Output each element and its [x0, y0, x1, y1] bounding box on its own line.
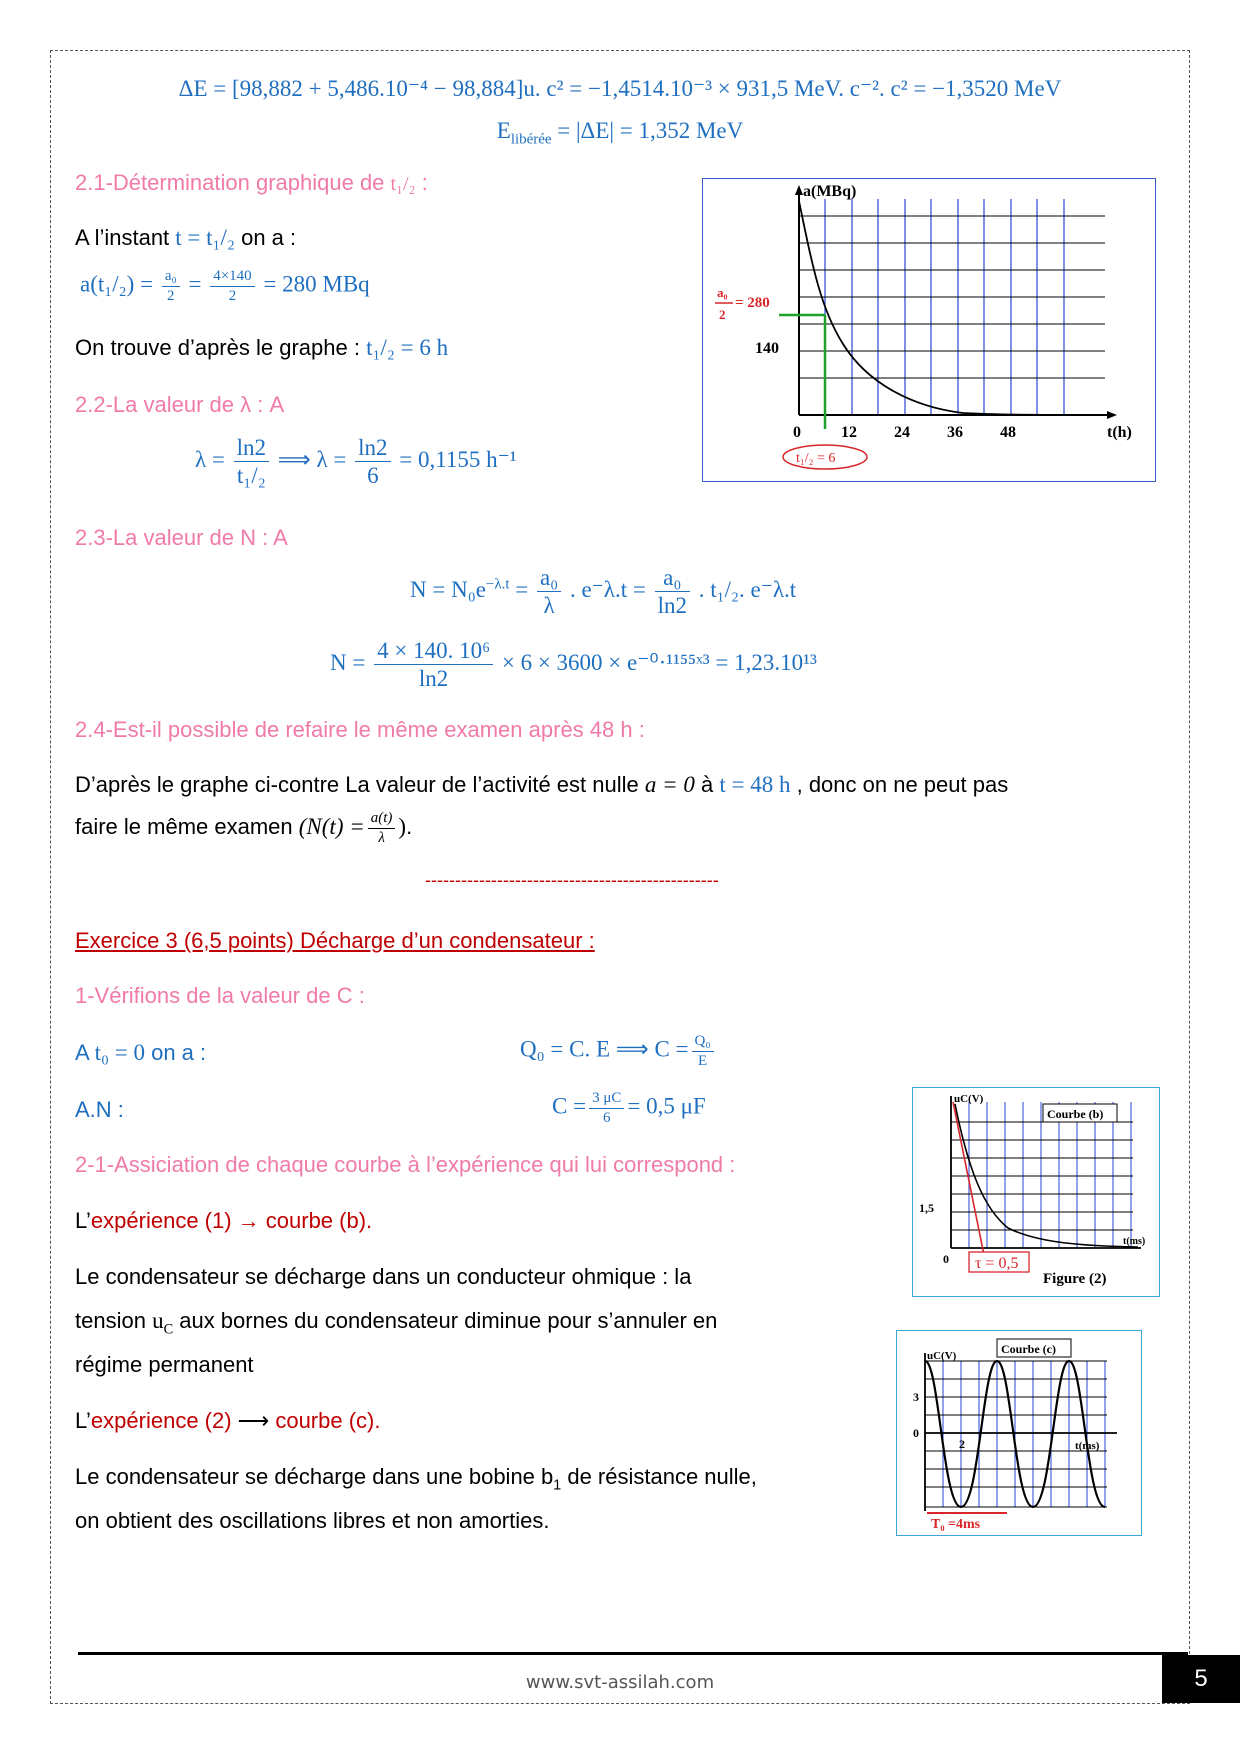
footer-url: www.svt-assilah.com [525, 1672, 715, 1693]
section-2-4-para-line1: D’après le graphe ci-contre La valeur de l’activité est nulle a = 0 à t = 48 h , donc on ne peut pas [75, 772, 1009, 797]
lambda-equation: λ = $\frac{\ln 2}{\text{t₁/₂}}$ ⟹ λ = $\frac{\ln 2}{6}$ = 0,1155 h⁻¹ [195, 435, 517, 489]
oscillation-graph [896, 1330, 1142, 1536]
c-value-equation: C = $\frac{3 \mu C}{6}$ = 0,5 μF [552, 1090, 706, 1126]
activity-graph-ytick: 140 [755, 340, 779, 357]
q0-equation: Q₀ = C. E ⟹ C = $\frac{\text{Q₀}}{E}$ [520, 1033, 717, 1069]
para-b-line1: Le condensateur se décharge dans un conducteur ohmique : la [75, 1264, 692, 1289]
separator: ------------------------------------------------- [425, 870, 719, 890]
section-ex3-1-heading: 1-Vérifions de la valeur de C : [75, 983, 365, 1008]
activity-half-life-equation: a(t₁/₂) = $\frac{\text{a₀}}{2}$ = $\frac{4\times 140}{2}$ = 280 MBq [80, 268, 370, 304]
activity-graph [702, 178, 1156, 482]
activity-graph-marker-den: 2 [719, 307, 726, 322]
x-tick-12: 12 [841, 424, 857, 441]
para-c-line2: on obtient des oscillations libres et non amorties. [75, 1508, 550, 1533]
section-2-3-heading: 2.3-La valeur de N : A [75, 525, 288, 550]
figure-2-xlabel: t(ms) [1123, 1236, 1146, 1247]
period-annotation: T₀ =4ms [931, 1517, 981, 1532]
exercise-3-title: Exercice 3 (6,5 points) Décharge d’un condensateur : [75, 928, 595, 953]
figure-2-ylabel: uC(V) [954, 1093, 984, 1105]
n-equation-2: N = $\frac{\text{4 × 140. 10⁶}}{\ln 2}$ × 6 × 3600 × e⁻⁰·¹¹⁵⁵ˣ³ = 1,23.10¹³ [330, 638, 817, 692]
x-tick-48: 48 [1000, 424, 1016, 441]
section-2-4-heading: 2.4-Est-il possible de refaire le même examen après 48 h : [75, 717, 645, 742]
activity-graph-ylabel: a(MBq) [803, 183, 857, 200]
tau-annotation: τ = 0,5 [975, 1255, 1019, 1272]
section-2-1-heading: 2.1-Détermination graphique de t₁/₂ : [75, 170, 428, 195]
para-c-line1: Le condensateur se décharge dans une bobine $b_1$ de résistance nulle, [75, 1464, 757, 1494]
page-number: 5 [1162, 1655, 1240, 1703]
experience-1-line: L’expérience (1) → courbe (b). [75, 1208, 373, 1233]
delta-e-equation: ΔE = [98,882 + 5,486.10⁻⁴ − 98,884]u. c² = −1,4514.10⁻³ × 931,5 MeV. c⁻². c² = −1,3520 MeV [178, 76, 1062, 101]
x-tick-24: 24 [894, 424, 910, 441]
section-ex3-2-1-heading: 2-1-Assiciation de chaque courbe à l’expérience qui lui correspond : [75, 1152, 736, 1177]
activity-graph-xlabel: t(h) [1107, 424, 1132, 441]
section-2-1-line1: A l’instant t = t₁/₂ on a : [75, 225, 297, 250]
oscillation-ytick-3: 3 [913, 1390, 919, 1404]
section-2-2-heading: 2.2-La valeur de λ : A [75, 392, 285, 417]
section-2-4-para-line2: faire le même examen (N(t) = $\frac{a(t)}{\lambda}$ ). [75, 810, 413, 846]
n-equation-1: $N = N_0e^{-\lambda.t}$ = $\frac{\text{a₀}}{\lambda}$ . e⁻λ.t = $\frac{\text{a₀}}{\ln 2}$ . t₁/₂. e⁻λ.t [410, 565, 797, 619]
experience-2-line: L’expérience (2) ⟶ courbe (c). [75, 1408, 381, 1433]
activity-graph-marker-val: = 280 [735, 295, 770, 311]
figure-2-xtick: 0 [943, 1252, 949, 1266]
para-b-line2: tension $u_C$ aux bornes du condensateur diminue pour s’annuler en [75, 1308, 718, 1338]
oscillation-legend: Courbe (c) [1001, 1342, 1056, 1356]
an-label: A.N : [75, 1097, 124, 1122]
oscillation-xlabel: t(ms) [1075, 1440, 1100, 1452]
para-b-line3: régime permanent [75, 1352, 254, 1377]
oscillation-ytick-0: 0 [913, 1426, 919, 1440]
discharge-figure-2 [912, 1087, 1160, 1297]
figure-2-ytick: 1,5 [919, 1201, 934, 1215]
footer-rule [78, 1652, 1188, 1655]
figure-2-caption: Figure (2) [1043, 1271, 1107, 1287]
x-tick-36: 36 [947, 424, 963, 441]
half-life-annotation: t₁/₂ = 6 [796, 451, 836, 466]
t0-line: A t₀ = 0 on a : [75, 1040, 207, 1065]
half-life-found: On trouve d’après le graphe : t₁/₂ = 6 h [75, 335, 449, 360]
x-tick-0: 0 [793, 424, 801, 441]
e-liberee-equation: $E_{libérée} = |\Delta E| = 1,352$ MeV [496, 118, 744, 148]
oscillation-xtick: 2 [959, 1437, 965, 1451]
oscillation-ylabel: uC(V) [927, 1350, 957, 1362]
activity-graph-marker-num: a₀ [717, 285, 728, 300]
figure-2-legend: Courbe (b) [1047, 1107, 1104, 1121]
